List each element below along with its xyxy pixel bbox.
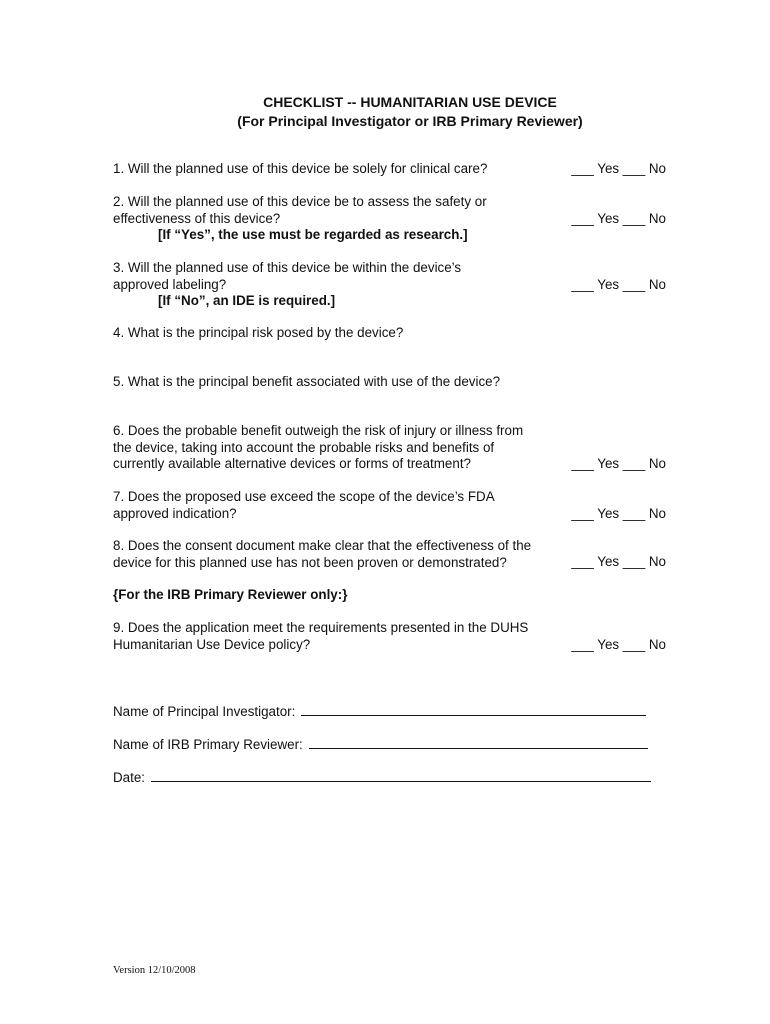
- question-3: [113, 260, 558, 310]
- question-7-yes-no[interactable]: ___ Yes ___ No: [571, 506, 666, 521]
- question-7-line-1: 7. Does the proposed use exceed the scope of the device’s FDA: [113, 489, 495, 504]
- question-6-line-1: 6. Does the probable benefit outweigh the risk of injury or illness from: [113, 423, 524, 438]
- question-9: [113, 620, 558, 653]
- question-8-yes-no[interactable]: ___ Yes ___ No: [571, 554, 666, 569]
- question-8-line-1: 8. Does the consent document make clear that the effectiveness of the: [113, 538, 532, 553]
- question-1: [113, 161, 558, 178]
- question-5: [113, 374, 558, 391]
- date-field: [113, 768, 651, 787]
- question-6-line-2: the device, taking into account the probable risks and benefits of: [113, 439, 495, 455]
- question-6-yes-no[interactable]: ___ Yes ___ No: [571, 456, 666, 471]
- question-8: [113, 538, 558, 571]
- irb-reviewer-section-label: {For the IRB Primary Reviewer only:}: [113, 587, 348, 602]
- question-6: [113, 423, 558, 473]
- title-line-2: (For Principal Investigator or IRB Primary Reviewer): [237, 113, 583, 129]
- question-2-line-2: effectiveness of this device?: [113, 210, 281, 226]
- date-label: Date:: [113, 770, 146, 785]
- question-8-line-2: device for this planned use has not been proven or demonstrated?: [113, 554, 507, 570]
- question-3-line-2: approved labeling?: [113, 276, 227, 292]
- irb-primary-reviewer-label: Name of IRB Primary Reviewer:: [113, 737, 303, 752]
- question-2-line-1: 2. Will the planned use of this device be to assess the safety or: [113, 194, 487, 209]
- question-1-line-1: 1. Will the planned use of this device be solely for clinical care?: [113, 161, 488, 176]
- question-9-yes-no[interactable]: ___ Yes ___ No: [571, 637, 666, 652]
- question-2-note: [If “Yes”, the use must be regarded as research.]: [158, 227, 468, 242]
- question-3-note: [If “No”, an IDE is required.]: [158, 293, 336, 308]
- question-3-yes-no[interactable]: ___ Yes ___ No: [571, 277, 666, 292]
- question-4-line-1: 4. What is the principal risk posed by the device?: [113, 325, 404, 340]
- title-line-1: CHECKLIST -- HUMANITARIAN USE DEVICE: [263, 94, 557, 110]
- question-4: [113, 325, 558, 342]
- question-2: [113, 194, 558, 244]
- document-title: [0, 93, 770, 131]
- principal-investigator-field: [113, 702, 646, 721]
- irb-primary-reviewer-field: [113, 735, 648, 754]
- question-7: [113, 489, 558, 522]
- question-1-yes-no[interactable]: ___ Yes ___ No: [571, 161, 666, 176]
- date-input-line[interactable]: [151, 768, 651, 782]
- question-2-yes-no[interactable]: ___ Yes ___ No: [571, 211, 666, 226]
- principal-investigator-label: Name of Principal Investigator:: [113, 704, 296, 719]
- question-9-line-2: Humanitarian Use Device policy?: [113, 636, 311, 652]
- irb-primary-reviewer-input-line[interactable]: [309, 735, 648, 749]
- question-7-line-2: approved indication?: [113, 505, 237, 521]
- question-9-line-1: 9. Does the application meet the requirements presented in the DUHS: [113, 620, 529, 635]
- version-footer: Version 12/10/2008: [113, 965, 196, 976]
- question-5-line-1: 5. What is the principal benefit associated with use of the device?: [113, 374, 501, 389]
- question-3-line-1: 3. Will the planned use of this device be within the device’s: [113, 260, 462, 275]
- principal-investigator-input-line[interactable]: [301, 702, 646, 716]
- question-6-line-3: currently available alternative devices or forms of treatment?: [113, 456, 471, 471]
